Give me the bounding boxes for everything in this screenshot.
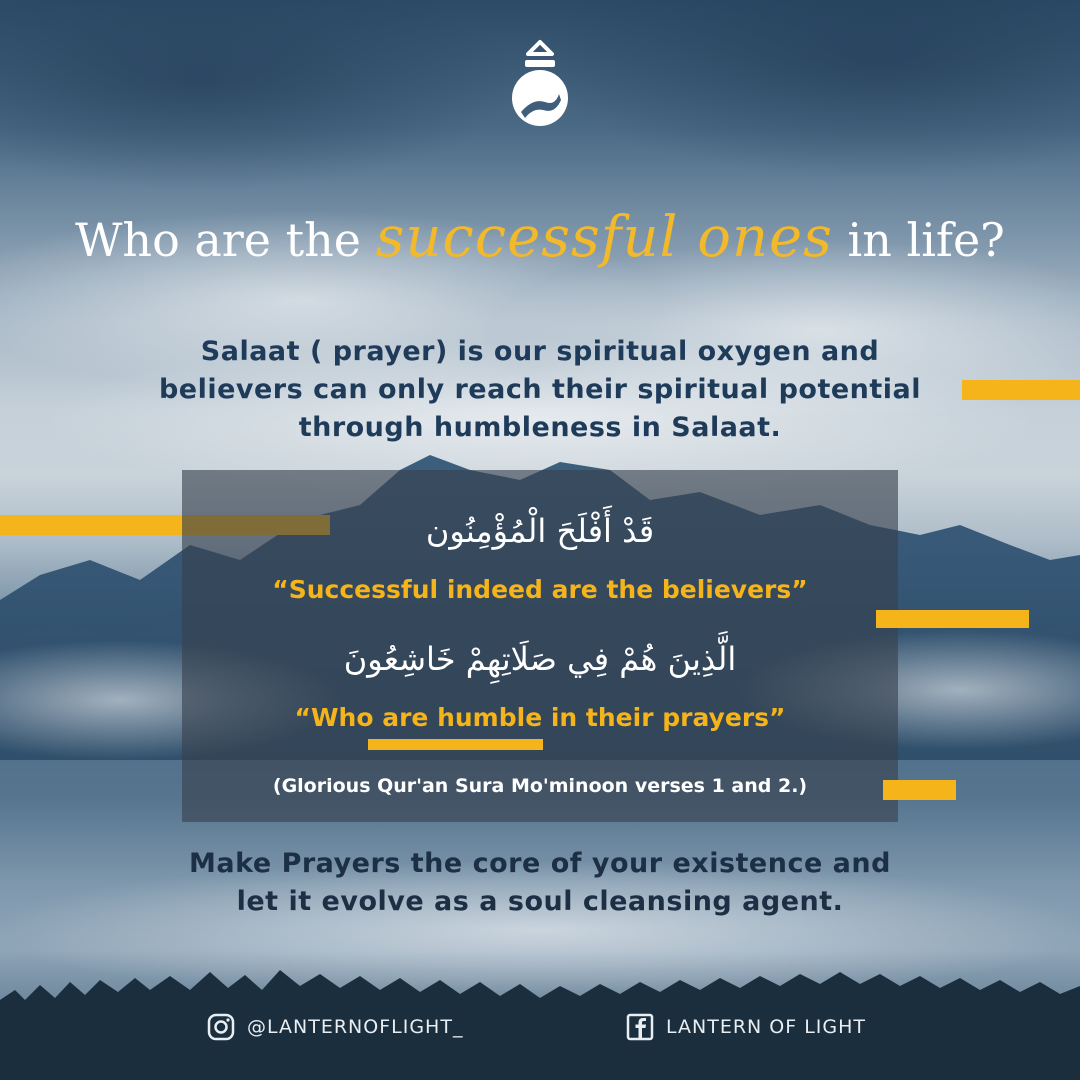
accent-bar	[962, 380, 1080, 400]
headline-before: Who are the	[75, 213, 361, 267]
verse1-translation: “Successful indeed are the believers”	[272, 575, 808, 604]
instagram-link[interactable]	[207, 1012, 463, 1042]
verse1-arabic: قَدْ أَفْلَحَ الْمُؤْمِنُون	[425, 512, 655, 550]
underline-bar	[368, 739, 543, 750]
headline-after: in life?	[847, 213, 1005, 267]
intro-line: through humbleness in Salaat.	[298, 412, 782, 443]
accent-bar	[876, 610, 1029, 628]
lantern-icon	[505, 38, 575, 133]
verse-citation: (Glorious Qur'an Sura Mo'minoon verses 1 and 2.)	[272, 775, 808, 797]
verse2-translation: “Who are humble in their prayers”	[294, 703, 786, 732]
instagram-icon	[207, 1013, 235, 1041]
intro-text	[100, 333, 980, 447]
facebook-name: LANTERN OF LIGHT	[666, 1016, 867, 1038]
closing-line: Make Prayers the core of your existence and	[189, 848, 891, 879]
instagram-handle: @LANTERNOFLIGHT_	[247, 1016, 464, 1038]
closing-text	[100, 845, 980, 921]
facebook-link[interactable]	[626, 1012, 866, 1042]
intro-line: Salaat ( prayer) is our spiritual oxygen and	[200, 336, 880, 367]
headline-highlight: successful ones	[375, 205, 833, 270]
facebook-icon	[626, 1013, 654, 1041]
closing-line: let it evolve as a soul cleansing agent.	[236, 886, 844, 917]
intro-line: believers can only reach their spiritual potential	[158, 374, 922, 405]
verse2-arabic: الَّذِينَ هُمْ فِي صَلَاتِهِمْ خَاشِعُونَ	[343, 640, 737, 678]
headline	[0, 205, 1080, 270]
